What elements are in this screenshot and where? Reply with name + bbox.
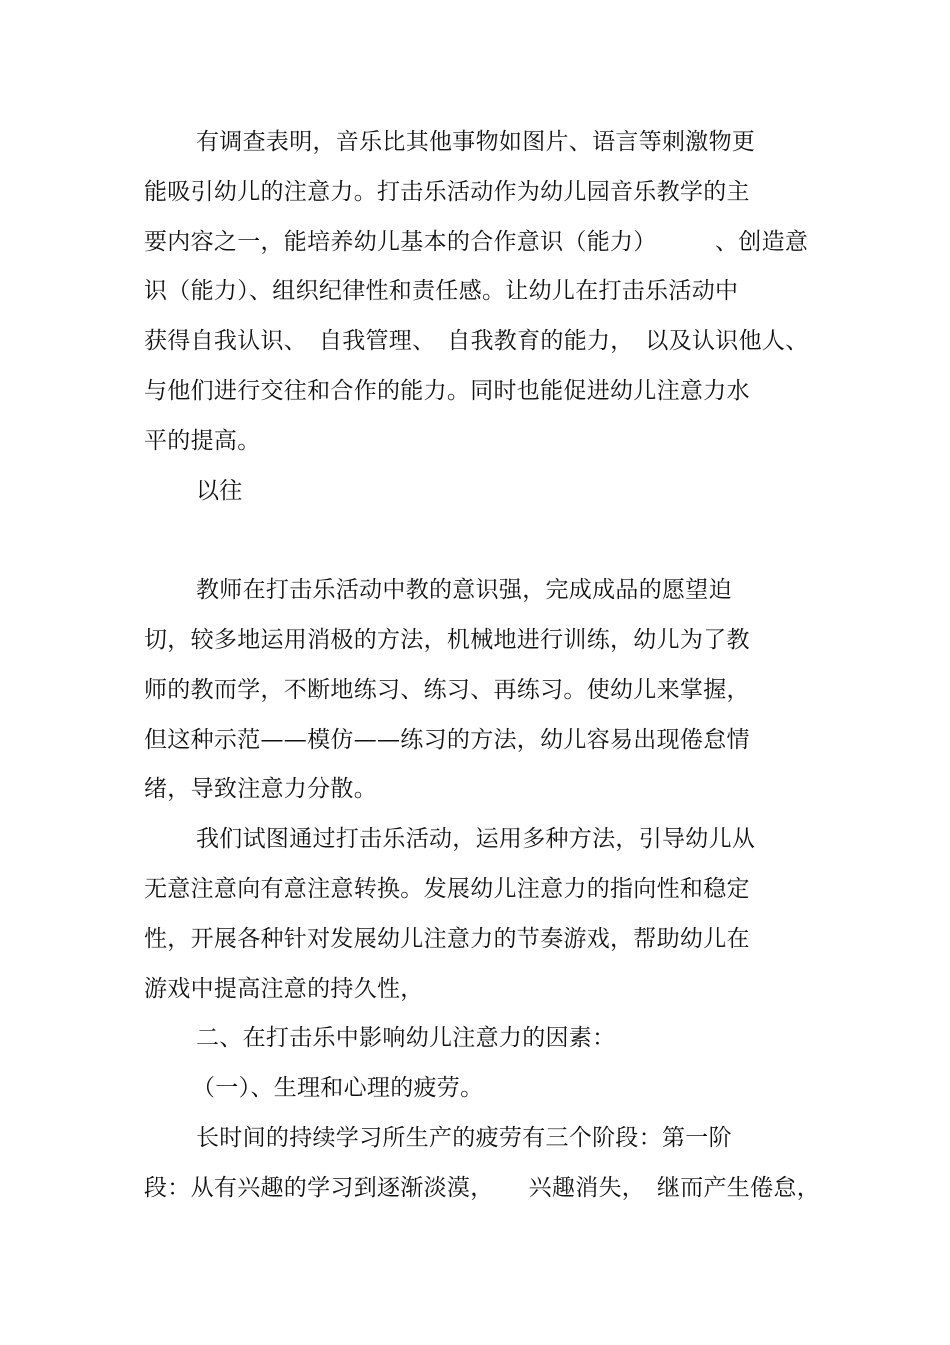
paragraph-line: 长时间的持续学习所生产的疲劳有三个阶段：第一阶 — [196, 1125, 732, 1151]
paragraph-line: 我们试图通过打击乐活动，运用多种方法，引导幼儿从 — [196, 826, 756, 852]
paragraph-line: 教师在打击乐活动中教的意识强，完成成品的愿望迫 — [196, 577, 732, 603]
paragraph-line: 师的教而学，不断地练习、练习、再练习。使幼儿来掌握， — [144, 677, 750, 703]
paragraph-line: 获得自我认识、 自我管理、 自我教育的能力， 以及认识他人、 — [144, 328, 809, 354]
paragraph-line: 性，开展各种针对发展幼儿注意力的节奏游戏，帮助幼儿在 — [144, 926, 750, 952]
paragraph-line: 识（能力）、组织纪律性和责任感。让幼儿在打击乐活动中 — [144, 278, 739, 304]
paragraph-line: 要内容之一，能培养幼儿基本的合作意识（能力） 、创造意 — [144, 229, 809, 255]
paragraph-line: 但这种示范——模仿——练习的方法，幼儿容易出现倦怠情 — [144, 727, 750, 753]
section-heading: 二、在打击乐中影响幼儿注意力的因素： — [196, 1025, 616, 1051]
paragraph-line: 绪，导致注意力分散。 — [144, 776, 377, 802]
paragraph-line: 以往 — [196, 478, 243, 504]
subsection-heading: （一）、生理和心理的疲劳。 — [192, 1075, 484, 1101]
paragraph-line: 与他们进行交往和合作的能力。同时也能促进幼儿注意力水 — [144, 378, 750, 404]
paragraph-line: 游戏中提高注意的持久性， — [144, 976, 424, 1002]
paragraph-line: 无意注意向有意注意转换。发展幼儿注意力的指向性和稳定 — [144, 876, 750, 902]
paragraph-line: 段：从有兴趣的学习到逐渐淡漠， 兴趣消失， 继而产生倦怠， — [144, 1175, 820, 1201]
paragraph-line: 切，较多地运用消极的方法，机械地进行训练，幼儿为了教 — [144, 627, 750, 653]
paragraph-line: 平的提高。 — [144, 428, 261, 454]
paragraph-line: 有调查表明，音乐比其他事物如图片、语言等刺激物更 — [196, 129, 756, 155]
paragraph-line: 能吸引幼儿的注意力。打击乐活动作为幼儿园音乐教学的主 — [144, 179, 750, 205]
